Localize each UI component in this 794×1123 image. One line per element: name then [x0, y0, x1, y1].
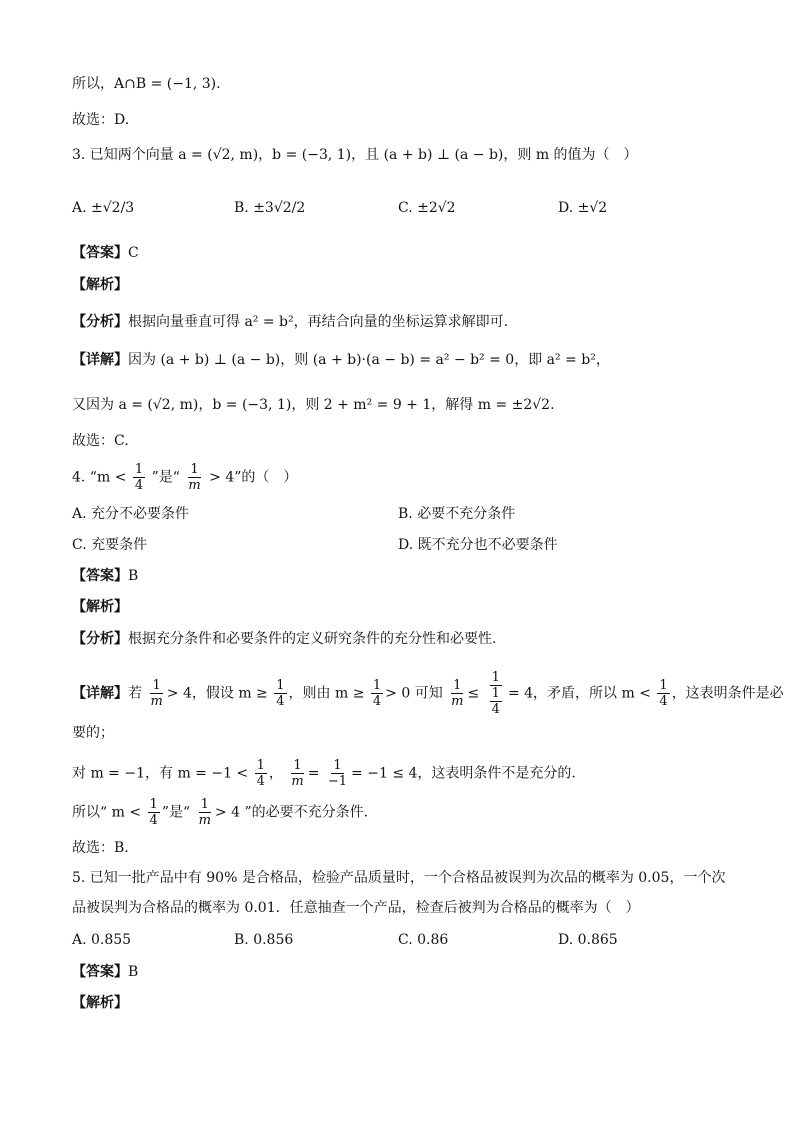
option-d: D. 0.865 — [558, 932, 618, 948]
numerator: 1 — [491, 670, 500, 685]
fraction — [148, 678, 164, 709]
analysis-line — [72, 629, 496, 649]
answer-value: C — [128, 245, 139, 261]
detail-tag: 【详解】 — [72, 685, 128, 702]
denominator: m — [451, 694, 464, 709]
text-run: > 4”的（ ） — [209, 469, 298, 486]
option-b: B. 必要不充分条件 — [398, 506, 516, 522]
denominator: m — [150, 694, 163, 709]
option-b: B. ±3√2/2 — [234, 200, 306, 216]
fraction — [490, 686, 502, 717]
option-a: A. 充分不必要条件 — [72, 506, 190, 522]
text-run: 所以“ m < — [72, 804, 142, 821]
text-run: ， — [268, 765, 283, 782]
answer-value: B — [128, 964, 139, 980]
denominator: 4 — [256, 774, 265, 789]
denominator: m — [291, 774, 304, 789]
option-c: C. 充要条件 — [72, 537, 148, 553]
analysis-text: 根据向量垂直可得 a² = b²，再结合向量的坐标运算求解即可. — [128, 314, 509, 330]
fraction — [197, 797, 213, 828]
text-run: ”是“ — [151, 469, 180, 486]
analysis-tag: 【分析】 — [72, 314, 128, 330]
numerator: 1 — [134, 462, 144, 477]
denominator: 4 — [149, 813, 158, 828]
numerator: 1 — [149, 797, 158, 812]
detail-text: 因为 (a + b) ⊥ (a − b)，则 (a + b)·(a − b) = a² − b² = 0，即 a² = b²， — [128, 352, 610, 368]
text-run: ，则由 m ≥ — [288, 685, 365, 702]
question-4-stem — [72, 462, 297, 493]
answer-tag: 【答案】 — [72, 245, 128, 261]
detail-line: 又因为 a = (√2, m)，b = (−3, 1)，则 2 + m² = 9 + 1，解得 m = ±2√2. — [72, 397, 555, 413]
text-line: 故选：D. — [72, 112, 130, 128]
numerator: 1 — [276, 678, 285, 693]
analysis-heading: 【解析】 — [72, 995, 128, 1011]
numerator: 1 — [453, 678, 462, 693]
text-line: 所以，A∩B = (−1, 3). — [72, 76, 221, 92]
text-run: > 4，假设 m ≥ — [166, 685, 268, 702]
fraction — [289, 758, 305, 789]
fraction — [657, 678, 669, 709]
analysis-heading: 【解析】 — [72, 599, 128, 615]
fraction — [255, 758, 267, 789]
denominator: 4 — [491, 702, 500, 717]
numerator: 1 — [333, 758, 342, 773]
text-run: = — [307, 765, 320, 782]
answer-value: B — [128, 568, 139, 584]
question-3-stem: 3. 已知两个向量 a = (√2, m)，b = (−3, 1)，且 (a + b) ⊥ (a − b)，则 m 的值为（ ） — [72, 147, 638, 163]
option-d: D. ±√2 — [558, 200, 608, 216]
text-run: 4. “m < — [72, 469, 127, 486]
detail-line — [72, 350, 610, 370]
fraction — [371, 678, 383, 709]
numerator: 1 — [190, 462, 199, 477]
denominator: 4 — [659, 694, 668, 709]
text-run: = 4，矛盾，所以 m < — [507, 685, 651, 702]
text-run: ，这表明条件是必 — [671, 685, 784, 702]
numerator: 1 — [152, 678, 161, 693]
denominator — [486, 686, 506, 717]
denominator: 4 — [372, 694, 382, 709]
fraction — [326, 758, 349, 789]
answer-tag: 【答案】 — [72, 568, 128, 584]
denominator: m — [188, 478, 201, 493]
answer-line — [72, 566, 138, 586]
option-c: C. ±2√2 — [398, 200, 456, 216]
fraction — [274, 678, 286, 709]
denominator: m — [198, 813, 211, 828]
answer-line — [72, 962, 138, 982]
text-run: = −1 ≤ 4，这表明条件不是充分的. — [351, 765, 576, 782]
analysis-heading: 【解析】 — [72, 277, 128, 293]
text-run: > 0 可知 — [385, 685, 443, 702]
option-a: A. ±√2/3 — [72, 200, 135, 216]
text-run: 对 m = −1，有 m = −1 < — [72, 765, 249, 782]
fraction — [486, 670, 506, 717]
select-line: 故选：C. — [72, 433, 129, 449]
question-5-stem: 5. 已知一批产品中有 90% 是合格品，检验产品质量时，一个合格品被误判为次品的概率为 0.05，一个次 — [72, 870, 726, 886]
text-run: 若 — [128, 685, 142, 702]
fraction — [449, 678, 465, 709]
numerator: 1 — [491, 686, 500, 701]
analysis-text: 根据充分条件和必要条件的定义研究条件的充分性和必要性. — [128, 631, 497, 647]
numerator: 1 — [293, 758, 302, 773]
numerator: 1 — [200, 797, 209, 812]
detail-line: 要的； — [72, 725, 114, 741]
option-c: C. 0.86 — [398, 932, 449, 948]
fraction — [133, 462, 145, 493]
select-line: 故选：B. — [72, 840, 129, 856]
numerator: 1 — [659, 678, 668, 693]
answer-line — [72, 243, 139, 263]
option-a: A. 0.855 — [72, 932, 132, 948]
text-run: ≤ — [467, 685, 480, 702]
option-d: D. 既不充分也不必要条件 — [398, 537, 558, 553]
text-run: ”是“ — [161, 804, 191, 821]
detail-tag: 【详解】 — [72, 352, 128, 368]
option-b: B. 0.856 — [234, 932, 294, 948]
denominator: 4 — [276, 694, 285, 709]
question-5-stem: 品被误判为合格品的概率为 0.01．任意抽查一个产品，检查后被判为合格品的概率为（ ） — [72, 900, 640, 916]
analysis-tag: 【分析】 — [72, 631, 128, 647]
denominator: −1 — [327, 774, 348, 789]
fraction — [148, 797, 160, 828]
text-run: > 4 ”的必要不充分条件. — [214, 804, 369, 821]
analysis-line — [72, 312, 508, 332]
fraction — [186, 462, 202, 493]
numerator: 1 — [372, 678, 382, 693]
denominator: 4 — [134, 478, 144, 493]
answer-tag: 【答案】 — [72, 964, 128, 980]
detail-line — [72, 797, 368, 828]
detail-line — [72, 758, 576, 789]
numerator: 1 — [256, 758, 265, 773]
detail-line — [72, 670, 784, 717]
